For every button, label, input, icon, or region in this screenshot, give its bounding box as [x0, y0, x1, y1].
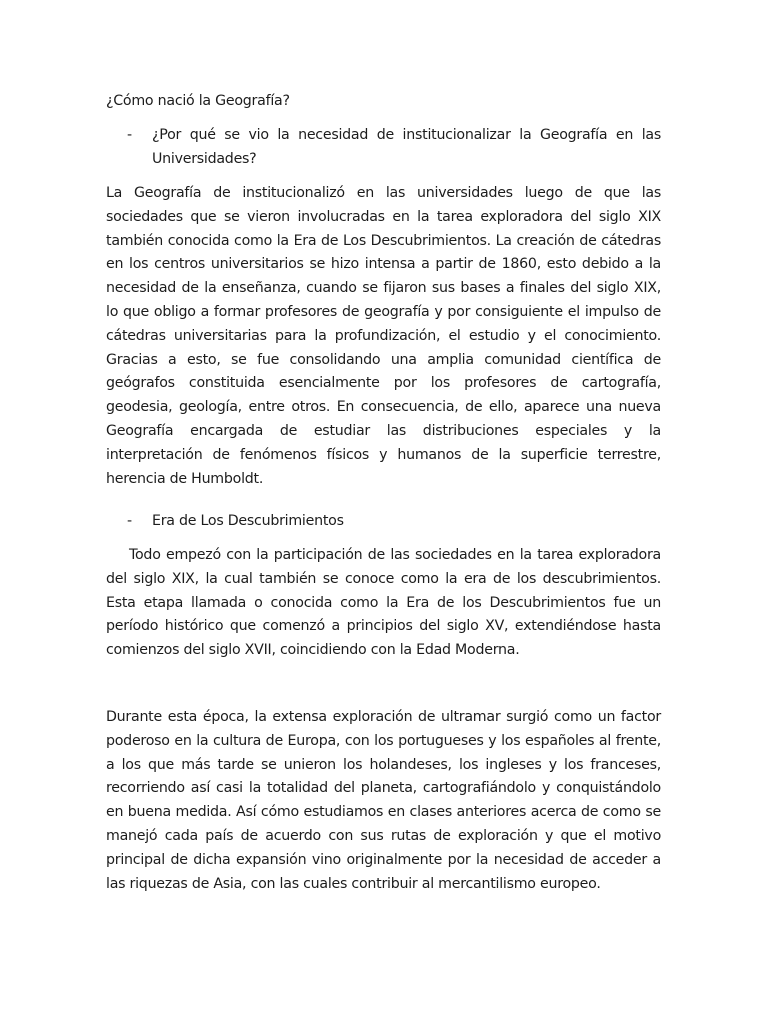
- paragraph-overseas-exploration: Durante esta época, la extensa exploración de ultramar surgió como un factor poderoso en la cultura de Europa, con los portugueses y los españoles al frente, a los que más tarde se unieron los holandeses, los ingleses y los franceses, recorriendo así casi la totalidad del planeta, cartografiándolo y conquistándolo en buena medida. Así cómo estudiamos en clases anteriores acerca de como se manejó cada país de acuerdo con sus rutas de exploración y que el motivo principal de dicha expansión vino originalmente por la necesidad de acceder a las riquezas de Asia, con las cuales contribuir al mercantilismo europeo.: [106, 709, 661, 892]
- document-heading: ¿Cómo nació la Geografía?: [106, 93, 290, 109]
- paragraph-institutionalization: La Geografía de institucionalizó en las universidades luego de que las sociedades que se vieron involucradas en la tarea exploradora del siglo XIX también conocida como la Era de Los Descubrimientos. La creación de cátedras en los centros universitarios se hizo intensa a partir de 1860, esto debido a la necesidad de la enseñanza, cuando se fijaron sus bases a finales del siglo XIX, lo que obligo a formar profesores de geografía y por consiguiente el impulso de cátedras universitarias para la profundización, el estudio y el conocimiento. Gracias a esto, se fue consolidando una amplia comunidad científica de geógrafos constituida esencialmente por los profesores de cartografía, geodesia, geología, entre otros. En consecuencia, de ello, aparece una nueva Geografía encargada de estudiar las distribuciones especiales y la interpretación de fenómenos físicos y humanos de la superficie terrestre, herencia de Humboldt.: [106, 185, 661, 487]
- bullet-question: [127, 124, 661, 172]
- bullet-question-text: ¿Por qué se vio la necesidad de institucionalizar la Geografía en las Universidades?: [152, 127, 661, 167]
- bullet-section-title-text: Era de Los Descubrimientos: [152, 513, 344, 529]
- bullet-dash: -: [127, 513, 132, 529]
- paragraph-age-of-discovery: Todo empezó con la participación de las sociedades en la tarea exploradora del siglo XIX, la cual también se conoce como la era de los descubrimientos. Esta etapa llamada o conocida como la Era de los Descubrimientos fue un período histórico que comenzó a principios del siglo XV, extendiéndose hasta comienzos del siglo XVII, coincidiendo con la Edad Moderna.: [106, 547, 661, 659]
- bullet-section-title: [127, 510, 661, 534]
- bullet-dash: -: [127, 127, 132, 143]
